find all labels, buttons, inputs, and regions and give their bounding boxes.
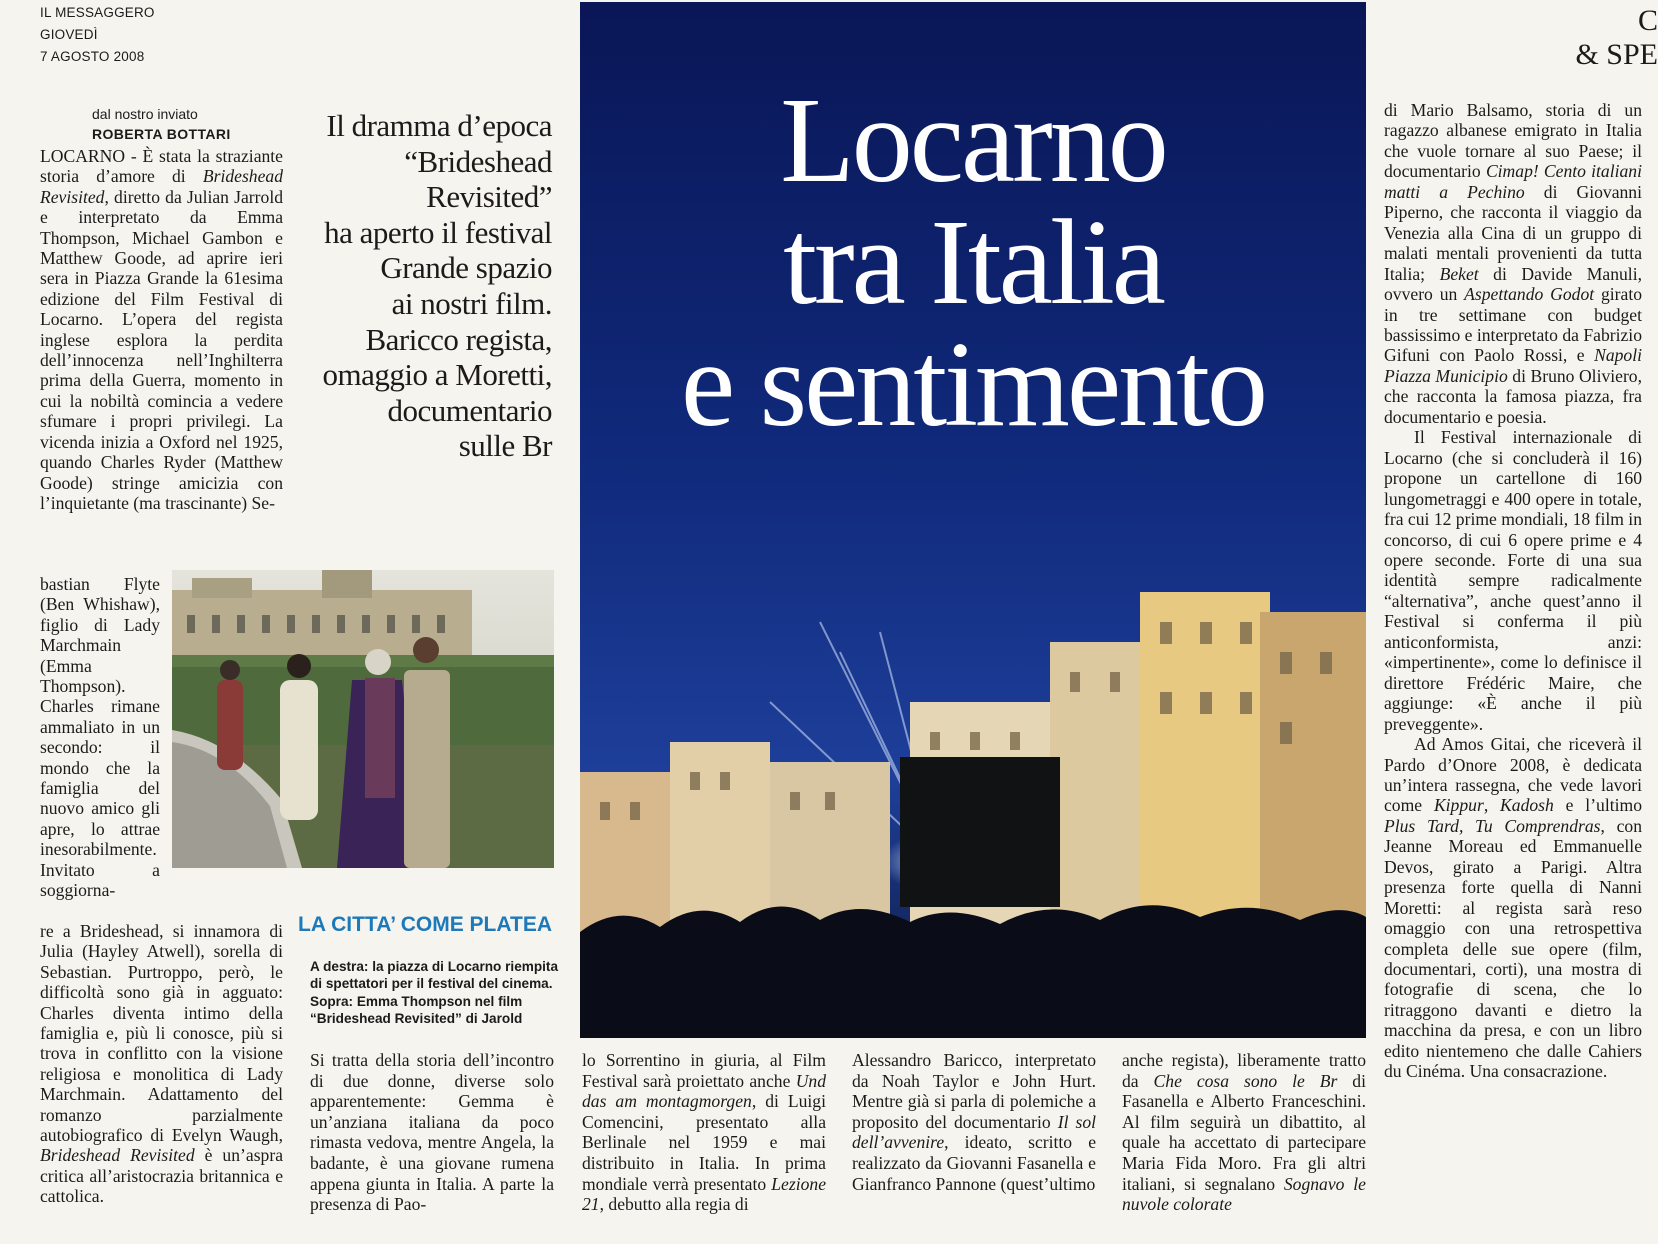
italic-title: Kadosh xyxy=(1500,795,1554,816)
byline xyxy=(40,104,270,144)
text-run: di Fasanella e Alberto Franceschini. Al film seguirà un dibattito, al quale ha accettato di partecipare Maria Fida Moro. Fra gli altri italiani, si segnalano xyxy=(1122,1070,1366,1194)
caption-text: A destra: la piazza di Locarno riempita di spettatori per il festival del cinema. Sopra: Emma Thompson nel film “Brideshead Revisited” di Jarold xyxy=(310,959,559,1027)
text-run: di Bruno Oliviero, che racconta la famosa piazza, fra documentario e poesia. xyxy=(1384,365,1643,427)
text-run: re a Brideshead, si innamora di Julia (Hayley Atwell), sorella di Sebastian. Purtroppo, però, le difficoltà sono già in agguato: Charles diventa intimo della famiglia e, più li conosce, più si trova in conflitto con la visione religiosa e monolitica di Lady Marchmain. Adattamento del romanzo parzialmente autobiografico di Evelyn Waugh, xyxy=(40,921,283,1146)
weekday: GIOVEDÌ xyxy=(40,27,98,42)
text-run: , xyxy=(1483,795,1501,816)
italic-title: Brideshead Revisited xyxy=(40,1145,195,1166)
italic-title: Aspettando Godot xyxy=(1464,284,1595,305)
piazza-grande-photo xyxy=(580,2,1366,1038)
byline-author: ROBERTA BOTTARI xyxy=(92,126,231,142)
subhead-line: Il dramma d’epoca xyxy=(326,108,552,143)
text-run: è un’aspra critica all’aristocrazia britannica e cattolica. xyxy=(40,1145,284,1207)
italic-title: Beket xyxy=(1439,263,1479,284)
article-bottom-column-1: Si tratta della storia dell’incontro di due donne, diverse solo apparentemente: Gemma è un’anziana italiana da poco rimasta vedova, mentre Angela, la badante, è una giovane rumena appena giunta in Italia. A parte la presenza di Pao- xyxy=(310,1050,554,1215)
text-run: Alessandro Baricco, interpretato da Noah Taylor e John Hurt. Mentre già si parla di polemiche a proposito del documentario xyxy=(852,1050,1096,1132)
italic-title: Plus Tard, Tu Comprendras xyxy=(1384,815,1601,836)
film-still-illustration xyxy=(172,570,554,868)
article-column-1 xyxy=(40,146,283,513)
text-run: Ad Amos Gitai, che riceverà il Pardo d’Onore 2008, è dedicata un’intera rassegna, che vede lavori come xyxy=(1384,734,1642,816)
italic-title: Lezione 21 xyxy=(582,1173,826,1215)
article-bottom-column-4 xyxy=(1122,1050,1366,1215)
subhead-line: Baricco regista, xyxy=(365,321,552,357)
article-right-column xyxy=(1384,100,1642,1082)
italic-title: Che cosa sono le Br xyxy=(1153,1070,1338,1091)
headline-line: tra Italia xyxy=(783,195,1163,330)
text-run: di Mario Balsamo, storia di un ragazzo albanese emigrato in Italia che vuole tornare al suo Paese; il documentario xyxy=(1384,100,1642,182)
subhead-line: ha aperto il festival xyxy=(324,214,552,250)
italic-title: Und das am montagmorgen xyxy=(582,1070,826,1112)
text-run: , ideato, scritto e realizzato da Giovanni Fasanella e Gianfranco Pannone (quest’ultimo xyxy=(852,1132,1096,1194)
headline-line: e sentimento xyxy=(680,317,1265,452)
subhead-line: ai nostri film. xyxy=(391,285,552,321)
text-run: LOCARNO - È stata la straziante storia d’amore di xyxy=(40,146,283,187)
headline xyxy=(580,73,1366,452)
text-run: girato in tre settimane con budget bassissimo e interpretato da Fabrizio Gifuni con Paolo Rossi, e xyxy=(1384,284,1643,366)
paragraph xyxy=(1384,734,1642,1082)
italic-title: Kippur xyxy=(1433,795,1484,816)
newspaper-name: IL MESSAGGERO xyxy=(40,5,155,20)
byline-from: dal nostro inviato xyxy=(92,106,198,122)
italic-title: Cimap! Cento italiani matti a Pechino xyxy=(1384,161,1642,202)
text-run: , debutto alla regia di xyxy=(599,1194,749,1215)
italic-title: Il sol dell’avvenire xyxy=(852,1111,1097,1153)
edge-line-2: & SPE xyxy=(1575,38,1658,71)
article-bottom-column-3 xyxy=(852,1050,1096,1194)
issue-date: 7 AGOSTO 2008 xyxy=(40,49,145,64)
paragraph: Il Festival internazionale di Locarno (che si concluderà il 16) propone un cartellone di 160 lungometraggi e 400 opere in totale, fra cui 12 prime mondiali, 18 film in concorso, di cui 6 opere prime e 4 opere seconde. Forte di una sua identità sempre radicalmente “alternativa”, anche quest’anno il Festival si conferma il più anticonformista, anzi: «impertinente», come lo definisce il direttore Frédéric Maire, che aggiunge: «È anche il più preveggente». xyxy=(1384,427,1642,734)
italic-title: Napoli Piazza Municipio xyxy=(1384,345,1642,386)
article-column-1-narrow: bastian Flyte (Ben Whishaw), figlio di Lady Marchmain (Emma Thompson). Charles rimane ammaliato in un secondo: il mondo che la famiglia del nuovo amico gli apre, lo attrae inesorabilmente. Invitato a soggiorna- xyxy=(40,574,160,901)
text-run: , con Jeanne Moreau ed Emmanuelle Devos, girato a Parigi. Altra presenza forte quella di Nanni Moretti: al regista sarà reso omaggio con una retrospettiva completa delle sue opere (film, documentari, corti), una mostra di fotografie di scena, che lo ritraggono davanti e dietro la macchina da presa, e con un libro edito nientemeno che dalle Cahiers du Cinéma. Una consacrazione. xyxy=(1384,815,1643,1082)
text-run: anche regista), liberamente tratto da xyxy=(1122,1050,1366,1091)
next-page-edge xyxy=(1572,4,1658,72)
text-run: lo Sorrentino in giuria, al Film Festival sarà proiettato anche xyxy=(582,1050,826,1091)
subhead-line: Grande spazio xyxy=(380,250,552,286)
text-run: di Davide Manuli, ovvero un xyxy=(1384,263,1642,305)
subheadline xyxy=(290,108,552,464)
caption-title: LA CITTA’ COME PLATEA xyxy=(298,913,552,936)
subhead-line: Revisited” xyxy=(426,179,552,215)
paragraph xyxy=(1384,100,1642,427)
subhead-line: documentario xyxy=(387,392,552,428)
subhead-line: “Brideshead xyxy=(404,143,552,179)
film-still-photo xyxy=(172,570,554,868)
edge-line-1: C xyxy=(1637,4,1658,37)
text-run: , di Luigi Comencini, presentato alla Berlinale nel 1959 e mai distribuito in Italia. In prima mondiale verrà presentato xyxy=(582,1091,826,1194)
subhead-line: omaggio a Moretti, xyxy=(322,357,552,393)
italic-title: Brideshead Revisited xyxy=(40,166,283,207)
text-run: , diretto da Julian Jarrold e interpretato da Emma Thompson, Michael Gambon e Matthew Goode, ad aprire ieri sera in Piazza Grande la 61esima edizione del Film Festival di Locarno. L’opera del regista inglese esplora la perdita dell’innocenza nell’Inghilterra prima della Guerra, momento in cui la nobiltà comincia a vedere sfumare i propri privilegi. La vicenda inizia a Oxford nel 1925, quando Charles Ryder (Matthew Goode) stringe amicizia con l’inquietante (ma trascinante) Se- xyxy=(40,186,283,513)
text-run: di Giovanni Piperno, che racconta il viaggio da Venezia alla Cina di un gruppo di malati mentali provenienti da tutta Italia; xyxy=(1384,181,1642,284)
article-bottom-column-2 xyxy=(582,1050,826,1215)
italic-title: Sognavo le nuvole colorate xyxy=(1122,1173,1366,1215)
subhead-line: sulle Br xyxy=(458,428,552,464)
article-column-1-bottom xyxy=(40,921,283,1207)
masthead xyxy=(40,2,220,68)
text-run: e l’ultimo xyxy=(1553,795,1642,816)
headline-line: Locarno xyxy=(780,73,1166,208)
